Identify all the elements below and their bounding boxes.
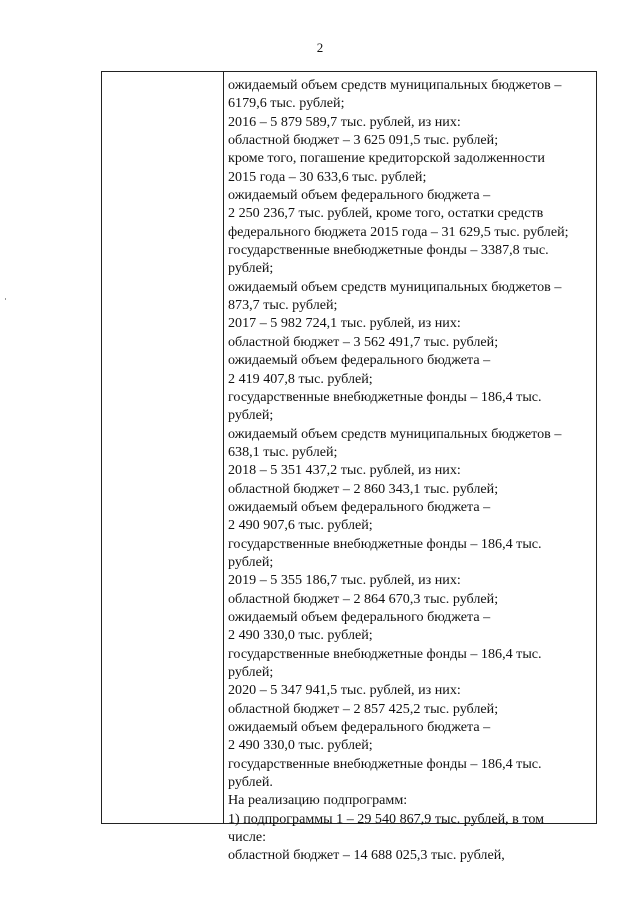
document-table: [101, 71, 597, 864]
text-line: федерального бюджета 2015 года – 31 629,5 тыс. рублей;: [228, 223, 569, 240]
text-line: рублей.: [228, 774, 273, 791]
text-line: 638,1 тыс. рублей;: [228, 443, 338, 460]
text-line: областной бюджет – 3 625 091,5 тыс. рублей;: [228, 132, 499, 149]
text-line: 2016 – 5 879 589,7 тыс. рублей, из них:: [228, 113, 461, 130]
text-line: На реализацию подпрограмм:: [228, 792, 408, 809]
text-line: ожидаемый объем средств муниципальных бюджетов –: [228, 77, 562, 93]
text-line: ожидаемый объем федерального бюджета –: [228, 352, 491, 369]
text-line: 2018 – 5 351 437,2 тыс. рублей, из них:: [228, 462, 461, 479]
text-line: рублей;: [228, 260, 274, 277]
text-line: 2 490 330,0 тыс. рублей;: [228, 627, 373, 644]
text-line: ожидаемый объем средств муниципальных бюджетов –: [228, 278, 562, 295]
text-line: ожидаемый объем средств муниципальных бюджетов –: [228, 425, 562, 442]
table-right-cell: [228, 76, 594, 865]
text-line: 6179,6 тыс. рублей;: [228, 95, 345, 112]
text-line: кроме того, погашение кредиторской задолженности: [228, 150, 545, 167]
page-number: 2: [316, 40, 324, 55]
text-line: 1) подпрограммы 1 – 29 540 867,9 тыс. рублей, в том: [228, 810, 545, 827]
text-line: 873,7 тыс. рублей;: [228, 297, 338, 314]
text-line: государственные внебюджетные фонды – 186,4 тыс.: [228, 388, 542, 405]
text-line: ожидаемый объем федерального бюджета –: [228, 719, 491, 736]
text-line: областной бюджет – 2 864 670,3 тыс. рублей;: [228, 590, 499, 607]
text-line: областной бюджет – 2 860 343,1 тыс. рублей;: [228, 480, 499, 497]
text-line: 2017 – 5 982 724,1 тыс. рублей, из них:: [228, 315, 461, 332]
text-line: областной бюджет – 14 688 025,3 тыс. рублей,: [228, 847, 505, 864]
text-line: рублей;: [228, 553, 274, 570]
text-line: рублей;: [228, 664, 274, 680]
table-column-divider: [223, 72, 224, 823]
text-line: 2019 – 5 355 186,7 тыс. рублей, из них:: [228, 572, 461, 589]
scan-speck: [5, 298, 6, 300]
text-line: государственные внебюджетные фонды – 186,4 тыс.: [228, 645, 542, 662]
text-line: рублей;: [228, 407, 274, 424]
text-line: областной бюджет – 3 562 491,7 тыс. рублей;: [228, 333, 499, 350]
text-line: 2 490 330,0 тыс. рублей;: [228, 737, 373, 754]
text-line: 2 490 907,6 тыс. рублей;: [228, 517, 373, 534]
text-line: 2020 – 5 347 941,5 тыс. рублей, из них:: [228, 682, 461, 699]
text-line: 2 419 407,8 тыс. рублей;: [228, 370, 373, 387]
text-line: областной бюджет – 2 857 425,2 тыс. рублей;: [228, 700, 499, 717]
text-line: ожидаемый объем федерального бюджета –: [228, 187, 491, 204]
text-line: ожидаемый объем федерального бюджета –: [228, 608, 491, 625]
text-line: 2 250 236,7 тыс. рублей, кроме того, остатки средств: [228, 205, 544, 222]
text-line: государственные внебюджетные фонды – 186,4 тыс.: [228, 535, 542, 552]
text-line: ожидаемый объем федерального бюджета –: [228, 498, 491, 515]
text-line: 2015 года – 30 633,6 тыс. рублей;: [228, 168, 427, 185]
text-line: государственные внебюджетные фонды – 186,4 тыс.: [228, 755, 542, 772]
text-line: числе:: [228, 829, 267, 846]
text-line: государственные внебюджетные фонды – 3387,8 тыс.: [228, 242, 549, 259]
